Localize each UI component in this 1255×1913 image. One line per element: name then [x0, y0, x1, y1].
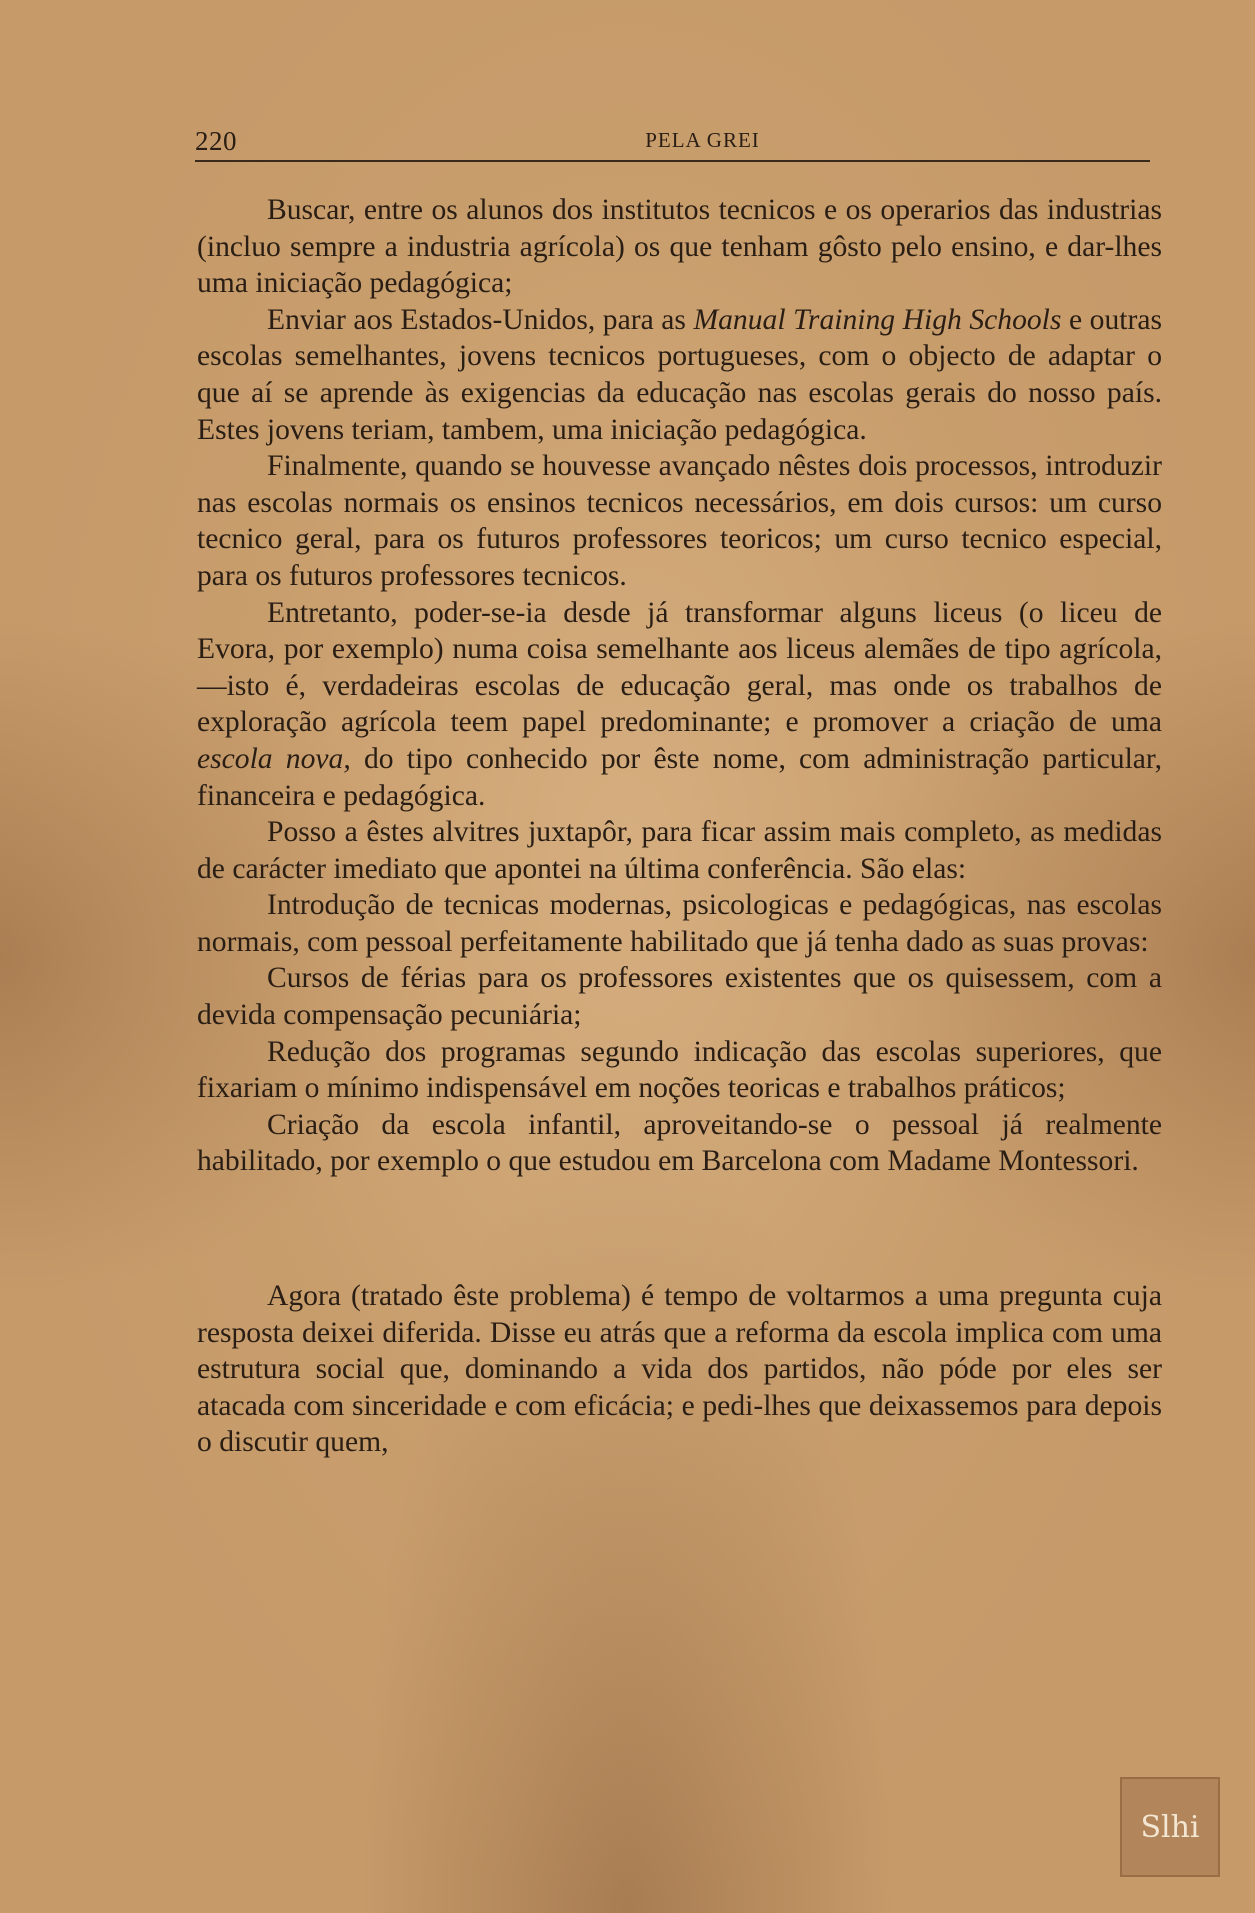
library-logo: Slhi — [1120, 1777, 1220, 1877]
running-head: PELA GREI — [645, 128, 760, 152]
paragraph: Criação da escola infantil, aproveitando-se o pessoal já realmente habilitado, por exemplo o que estudou em Barcelona com Madame Montessori. — [197, 1108, 1162, 1178]
paragraph: Posso a êstes alvitres juxtapôr, para ficar assim mais completo, as medidas de carácter imediato que apontei na última conferência. São elas: — [197, 816, 1162, 885]
italic-term: escola nova, — [197, 742, 351, 775]
body-text — [197, 192, 1162, 1461]
page-number: 220 — [195, 126, 237, 156]
paragraph: Buscar, entre os alunos dos institutos tecnicos e os operarios das industrias (incluo sempre a industria agrícola) os que tenham gôsto pelo ensino, e dar-lhes uma iniciação pedagógica; — [197, 194, 1162, 300]
paragraph: Introdução de tecnicas modernas, psicologicas e pedagógicas, nas escolas normais, com pessoal perfeitamente habilitado que já tenha dado as suas provas: — [197, 889, 1162, 958]
paragraph: Finalmente, quando se houvesse avançado nêstes dois processos, introduzir nas escolas normais os ensinos tecnicos necessários, em dois cursos: um curso tecnico geral, para os futuros professores teoricos; um curso tecnico especial, para os futuros professores tecnicos. — [197, 450, 1162, 592]
paragraph: Redução dos programas segundo indicação das escolas superiores, que fixariam o mínimo indispensável em noções teoricas e trabalhos práticos; — [197, 1035, 1162, 1105]
paragraph: Enviar aos Estados-Unidos, para as Manual Training High Schools e outras escolas semelhantes, jovens tecnicos portugueses, com o objecto de adaptar o que aí se aprende às exigencias da educação nas escolas gerais do nosso país. Estes jovens teriam, tambem, uma iniciação pedagógica. — [197, 303, 1162, 446]
page-header — [195, 126, 1150, 162]
paragraph: Entretanto, poder-se-ia desde já transformar alguns liceus (o liceu de Evora, por exemplo) numa coisa semelhante aos liceus alemães de tipo agrícola,—isto é, verdadeiras escolas de educação geral, mas onde os trabalhos de exploração agrícola teem papel predominante; e promover a criação de uma escola nova, do tipo conhecido por êste nome, com administração particular, financeira e pedagógica. — [197, 596, 1162, 812]
italic-title: Manual Training High Schools — [693, 303, 1062, 336]
paragraph: Cursos de férias para os professores existentes que os quisessem, com a devida compensação pecuniária; — [197, 962, 1162, 1032]
paragraph: Agora (tratado êste problema) é tempo de voltarmos a uma pregunta cuja resposta deixei diferida. Disse eu atrás que a reforma da escola implica com uma estrutura social que, dominando a vida dos partidos, não póde por eles ser atacada com sinceridade e com eficácia; e pedi-lhes que deixassemos para depois o discutir quem, — [197, 1280, 1162, 1459]
